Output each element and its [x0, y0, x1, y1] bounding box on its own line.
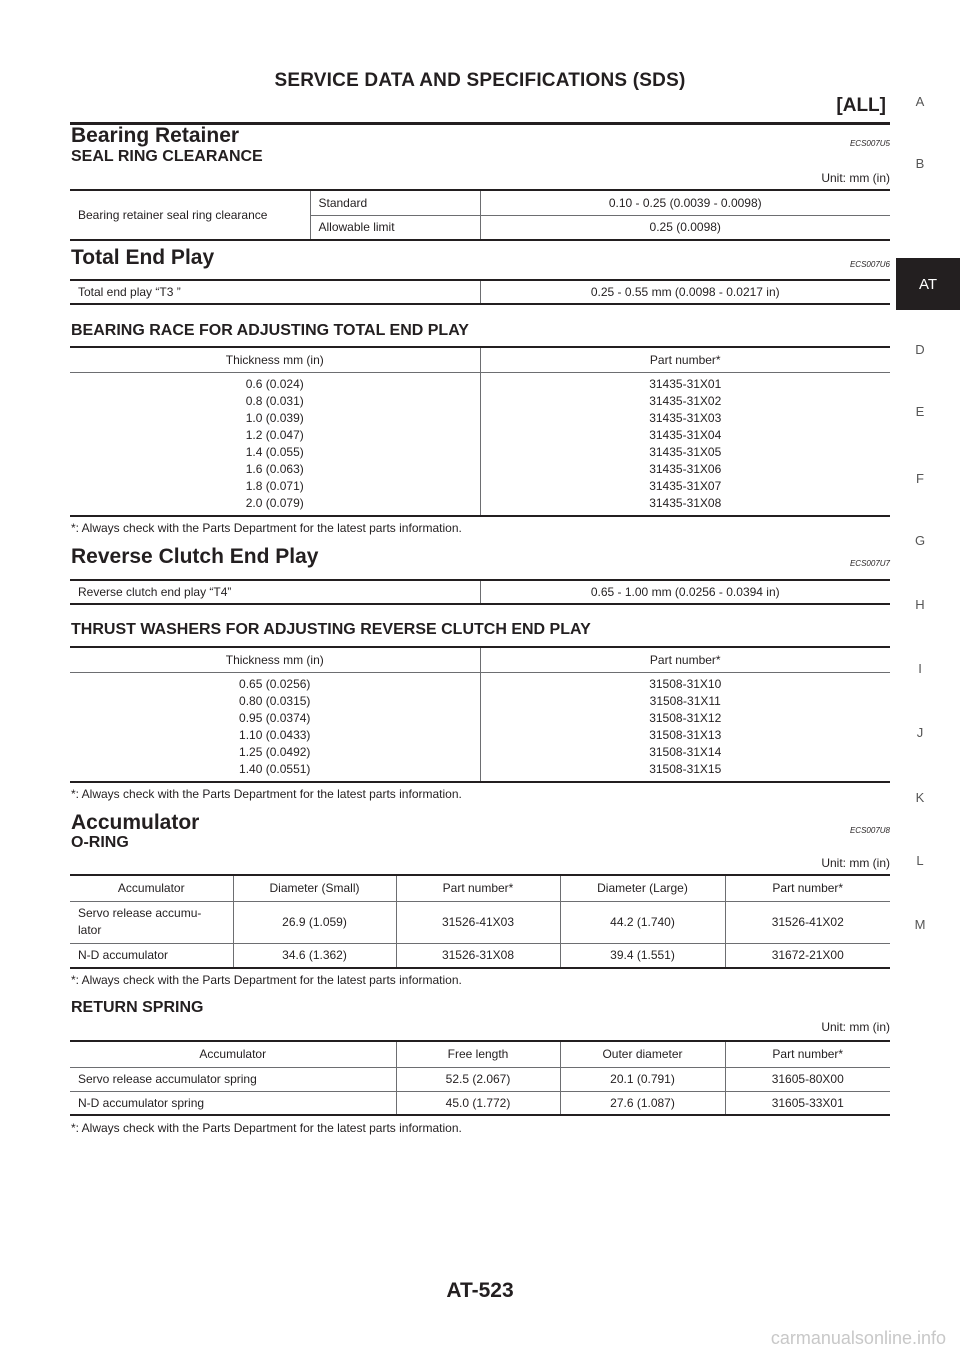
table-cell: 0.6 (0.024) 0.8 (0.031) 1.0 (0.039) 1.2 (0.047) 1.4 (0.055) 1.6 (0.063) 1.8 (0.071) 2.0 (0.079) [245, 376, 304, 510]
table-cell: 31605-80X00 [725, 1067, 890, 1091]
table-cell: 0.10 - 0.25 (0.0039 - 0.0098) [480, 190, 890, 215]
section-tag: [ALL] [836, 95, 886, 116]
table-header: Diameter (Small) [233, 875, 396, 901]
table-cell: 31526-41X02 [725, 901, 890, 943]
section-title-bearing-retainer: Bearing Retainer [71, 124, 240, 147]
table-cell: 34.6 (1.362) [233, 943, 396, 968]
subsection-title-seal-ring: SEAL RING CLEARANCE [71, 148, 263, 165]
footnote: *: Always check with the Parts Department for the latest parts information. [71, 521, 462, 535]
table-cell: 0.65 - 1.00 mm (0.0256 - 0.0394 in) [480, 580, 890, 604]
seal-ring-table [70, 189, 890, 241]
unit-label: Unit: mm (in) [821, 171, 890, 185]
table-cell: Standard [310, 190, 480, 215]
table-cell: Total end play “T3 ” [78, 285, 181, 299]
section-code: ECS007U8 [849, 826, 890, 835]
table-header: Part number* [396, 875, 560, 901]
total-end-play-table [70, 279, 890, 305]
table-cell: 31605-33X01 [725, 1091, 890, 1115]
table-header: Part number* [480, 347, 890, 372]
section-code: ECS007U7 [849, 559, 890, 568]
sidebar-item-e[interactable]: E [915, 404, 925, 419]
table-cell: 27.6 (1.087) [560, 1091, 725, 1115]
table-cell: 45.0 (1.772) [396, 1091, 560, 1115]
table-cell: 0.65 (0.0256) 0.80 (0.0315) 0.95 (0.0374) 1.10 (0.0433) 1.25 (0.0492) 1.40 (0.0551) [239, 676, 311, 776]
return-spring-table [70, 1040, 890, 1116]
unit-label: Unit: mm (in) [821, 856, 890, 870]
table-header: Accumulator [70, 875, 233, 901]
subsection-title-thrust-washers: THRUST WASHERS FOR ADJUSTING REVERSE CLUTCH END PLAY [71, 621, 591, 638]
thrust-washers-table [70, 646, 890, 783]
subsection-title-return-spring: RETURN SPRING [71, 999, 204, 1016]
table-cell: 20.1 (0.791) [560, 1067, 725, 1091]
table-header: Part number* [725, 875, 890, 901]
table-cell: N-D accumulator [78, 948, 169, 963]
footnote: *: Always check with the Parts Department for the latest parts information. [71, 973, 462, 987]
table-cell: 31526-41X03 [396, 901, 560, 943]
table-header: Part number* [480, 647, 890, 672]
subsection-title-bearing-race: BEARING RACE FOR ADJUSTING TOTAL END PLAY [71, 322, 469, 339]
sidebar-item-j[interactable]: J [916, 725, 924, 740]
table-cell: N-D accumulator spring [78, 1095, 205, 1110]
table-header: Diameter (Large) [560, 875, 725, 901]
sidebar-item-h[interactable]: H [915, 597, 925, 612]
table-cell: Servo release accumu- lator [70, 901, 233, 943]
sidebar-item-at-active[interactable]: AT [896, 258, 960, 310]
bearing-race-table [70, 346, 890, 517]
sidebar-item-f[interactable]: F [916, 471, 924, 486]
sidebar-item-d[interactable]: D [915, 342, 925, 357]
table-cell: 31526-31X08 [396, 943, 560, 968]
table-cell: Bearing retainer seal ring clearance [78, 208, 268, 222]
table-cell: 0.25 - 0.55 mm (0.0098 - 0.0217 in) [480, 280, 890, 304]
sidebar-item-k[interactable]: K [915, 790, 925, 805]
reverse-clutch-table [70, 579, 890, 605]
table-cell: 31435-31X01 31435-31X02 31435-31X03 31435-31X04 31435-31X05 31435-31X06 31435-31X07 31435-31X08 [480, 372, 890, 516]
section-title-total-end-play: Total End Play [71, 246, 215, 269]
footnote: *: Always check with the Parts Department for the latest parts information. [71, 787, 462, 801]
table-cell: Reverse clutch end play “T4” [78, 585, 232, 599]
o-ring-table [70, 874, 890, 969]
footnote: *: Always check with the Parts Department for the latest parts information. [71, 1121, 462, 1135]
page-title: SERVICE DATA AND SPECIFICATIONS (SDS) [274, 70, 686, 91]
table-header: Accumulator [70, 1041, 396, 1067]
table-header: Part number* [725, 1041, 890, 1067]
sidebar-item-g[interactable]: G [914, 533, 926, 548]
page-number: AT-523 [446, 1279, 514, 1302]
table-cell: 52.5 (2.067) [396, 1067, 560, 1091]
sidebar-item-l[interactable]: L [916, 853, 924, 868]
table-header: Outer diameter [560, 1041, 725, 1067]
section-code: ECS007U5 [849, 139, 890, 148]
table-cell: 44.2 (1.740) [560, 901, 725, 943]
section-code: ECS007U6 [849, 260, 890, 269]
unit-label: Unit: mm (in) [821, 1020, 890, 1034]
table-header: Thickness mm (in) [70, 347, 480, 372]
table-cell: 26.9 (1.059) [233, 901, 396, 943]
sidebar-item-b[interactable]: B [915, 156, 925, 171]
table-cell: Servo release accumulator spring [70, 1067, 396, 1091]
sidebar-item-i[interactable]: I [918, 661, 922, 676]
watermark[interactable]: carmanualsonline.info [770, 1328, 946, 1348]
sidebar-item-a[interactable]: A [915, 94, 925, 109]
table-cell: 39.4 (1.551) [560, 943, 725, 968]
table-cell: 31508-31X10 31508-31X11 31508-31X12 31508-31X13 31508-31X14 31508-31X15 [480, 672, 890, 782]
section-title-accumulator: Accumulator [71, 811, 200, 834]
sidebar-item-m[interactable]: M [914, 917, 926, 932]
table-header: Free length [396, 1041, 560, 1067]
subsection-title-o-ring: O-RING [71, 834, 129, 851]
section-title-reverse-clutch: Reverse Clutch End Play [71, 545, 319, 568]
table-cell: Allowable limit [310, 215, 480, 240]
table-header: Thickness mm (in) [70, 647, 480, 672]
table-cell: 31672-21X00 [725, 943, 890, 968]
table-cell: 0.25 (0.0098) [480, 215, 890, 240]
